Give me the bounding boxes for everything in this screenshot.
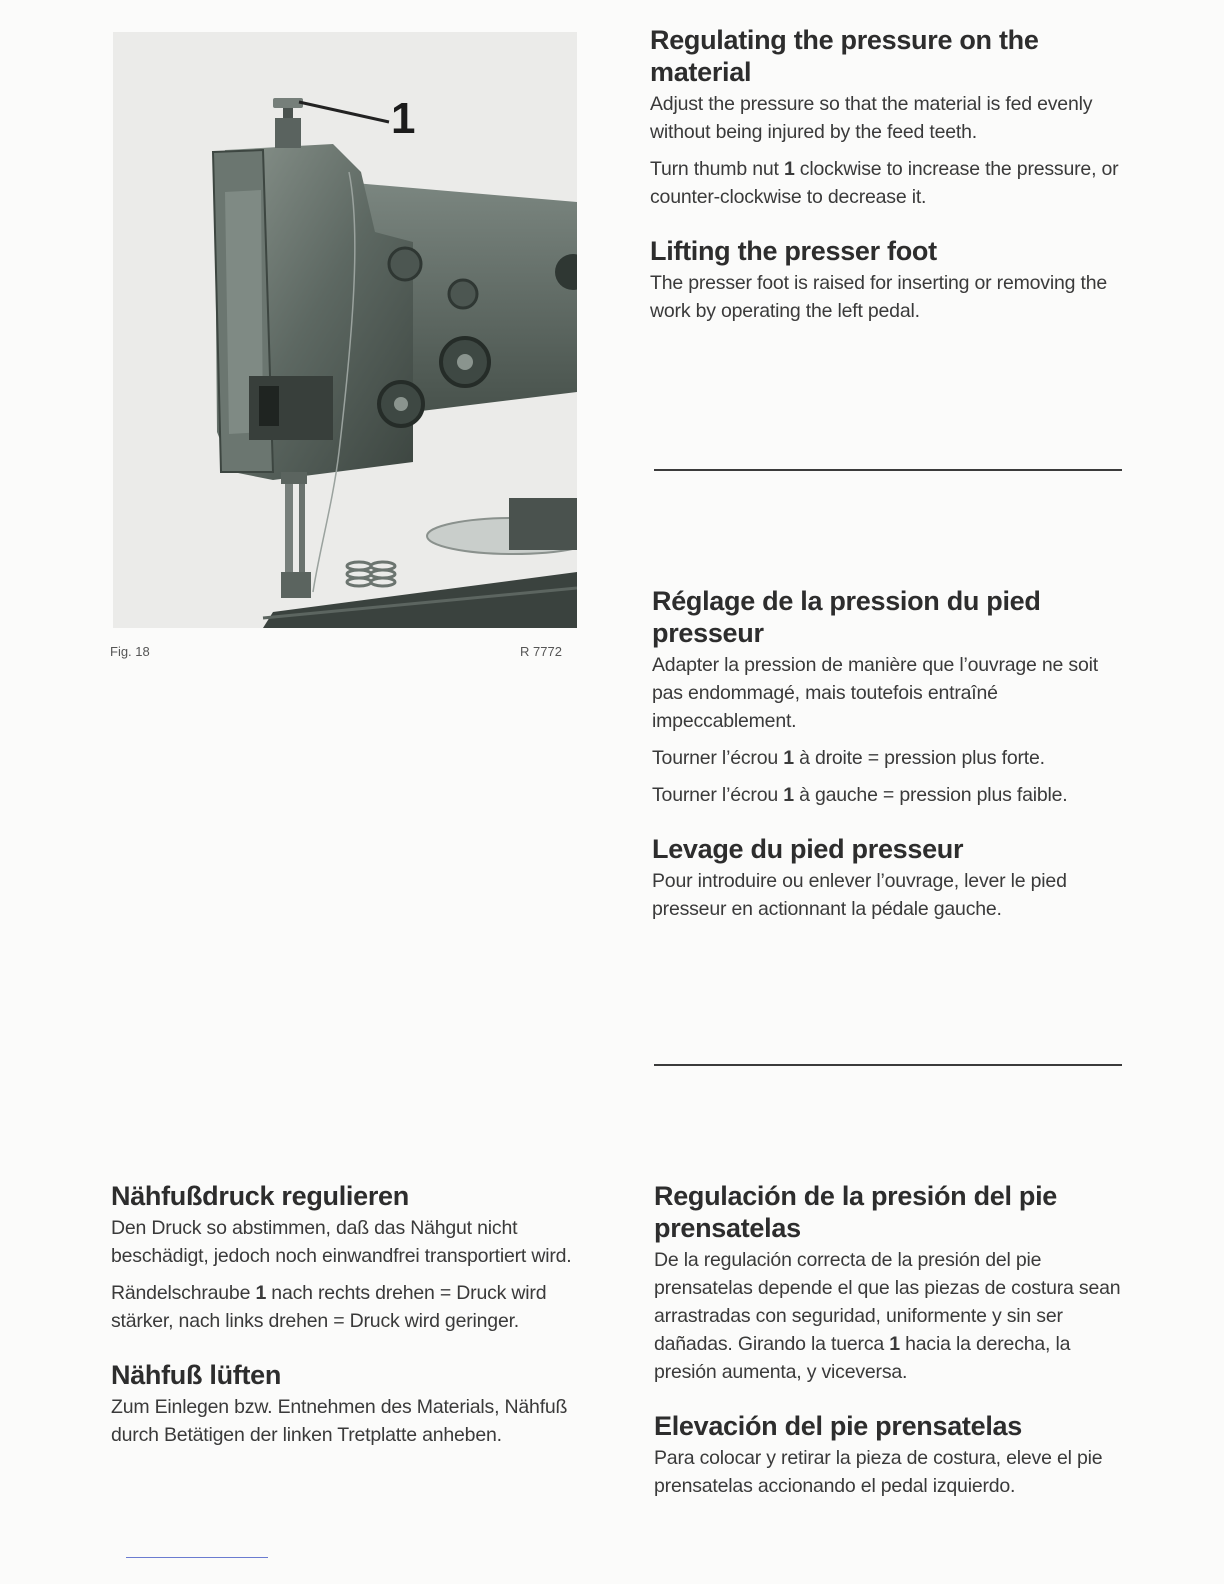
paragraph-introduire-ouvrage: Pour introduire ou enlever l’ouvrage, lever le pied presseur en actionnant la pédale gauche. [652,870,1067,920]
reference-number: 1 [255,1282,267,1304]
text-segment: hacia la derecha, la presión aumenta, y viceversa. [654,1333,1071,1383]
heading-regulacion-presion: Regulación de la presión del pie prensatelas [654,1181,1057,1243]
paragraph-druck-abstimmen: Den Druck so abstimmen, daß das Nähgut nicht beschädigt, jedoch noch einwandfrei transportiert wird. [111,1217,572,1267]
heading-reglage-pression: Réglage de la pression du pied presseur [652,586,1041,648]
heading-regulating-pressure: Regulating the pressure on the material [650,25,1039,87]
paragraph-adapter-pression: Adapter la pression de manière que l’ouvrage ne soit pas endommagé, mais toutefois entraîné impeccablement. [652,654,1098,732]
sewing-machine-figure [113,32,577,628]
reference-number: 1 [783,158,795,180]
reference-number: 1 [783,784,794,806]
heading-elevacion-pie: Elevación del pie prensatelas [654,1411,1022,1441]
reference-number: 1 [783,747,794,769]
paragraph-adjust-pressure: Adjust the pressure so that the material is fed evenly without being injured by the feed teeth. [650,93,1093,143]
text-segment: Rändelschraube [111,1282,256,1304]
figure-caption: Fig. 18 [110,644,150,659]
divider-rule [654,1064,1122,1066]
heading-lifting-presser-foot: Lifting the presser foot [650,236,937,266]
heading-naehfussdruck: Nähfußdruck regulieren [111,1181,409,1211]
paragraph-turn-thumb-nut [650,155,1130,211]
paragraph-raendelschraube [111,1279,581,1335]
text-segment: De la regulación correcta de la presión del pie prensatelas depende el que las piezas de costura sean arrastradas con seguridad, uniformente y sin ser dañadas. Girando la tuerca [654,1249,1121,1355]
heading-naehfuss-lueften: Nähfuß lüften [111,1360,282,1390]
text-segment: Tourner l’écrou [652,784,784,806]
bottom-link-underline [126,1557,268,1558]
paragraph-regulacion-correcta [654,1246,1126,1386]
heading-levage-pied: Levage du pied presseur [652,834,964,864]
text-segment: à gauche = pression plus faible. [793,784,1068,806]
text-segment: à droite = pression plus forte. [793,747,1045,769]
reference-number: 1 [889,1333,900,1355]
paragraph-tourner-gauche [652,781,1132,809]
section-spanish [654,1180,1126,1500]
section-english [650,24,1130,325]
section-german [111,1180,581,1449]
text-segment: Turn thumb nut [650,158,784,180]
sewing-machine-illustration [113,32,577,628]
paragraph-tourner-droite [652,744,1132,772]
section-french [652,585,1132,923]
paragraph-colocar-retirar: Para colocar y retirar la pieza de costura, eleve el pie prensatelas accionando el pedal izquierdo. [654,1447,1103,1497]
text-segment: Tourner l’écrou [652,747,784,769]
divider-rule [654,469,1122,471]
text-segment: nach rechts drehen = Druck wird stärker, nach links drehen = Druck wird geringer. [111,1282,547,1332]
figure-ref-code: R 7772 [520,644,562,659]
paragraph-einlegen-material: Zum Einlegen bzw. Entnehmen des Materials, Nähfuß durch Betätigen der linken Tretplatte anheben. [111,1396,568,1446]
paragraph-presser-foot-raised: The presser foot is raised for inserting or removing the work by operating the left pedal. [650,272,1108,322]
callout-number: 1 [391,94,416,143]
text-segment: clockwise to increase the pressure, or counter-clockwise to decrease it. [650,158,1119,208]
